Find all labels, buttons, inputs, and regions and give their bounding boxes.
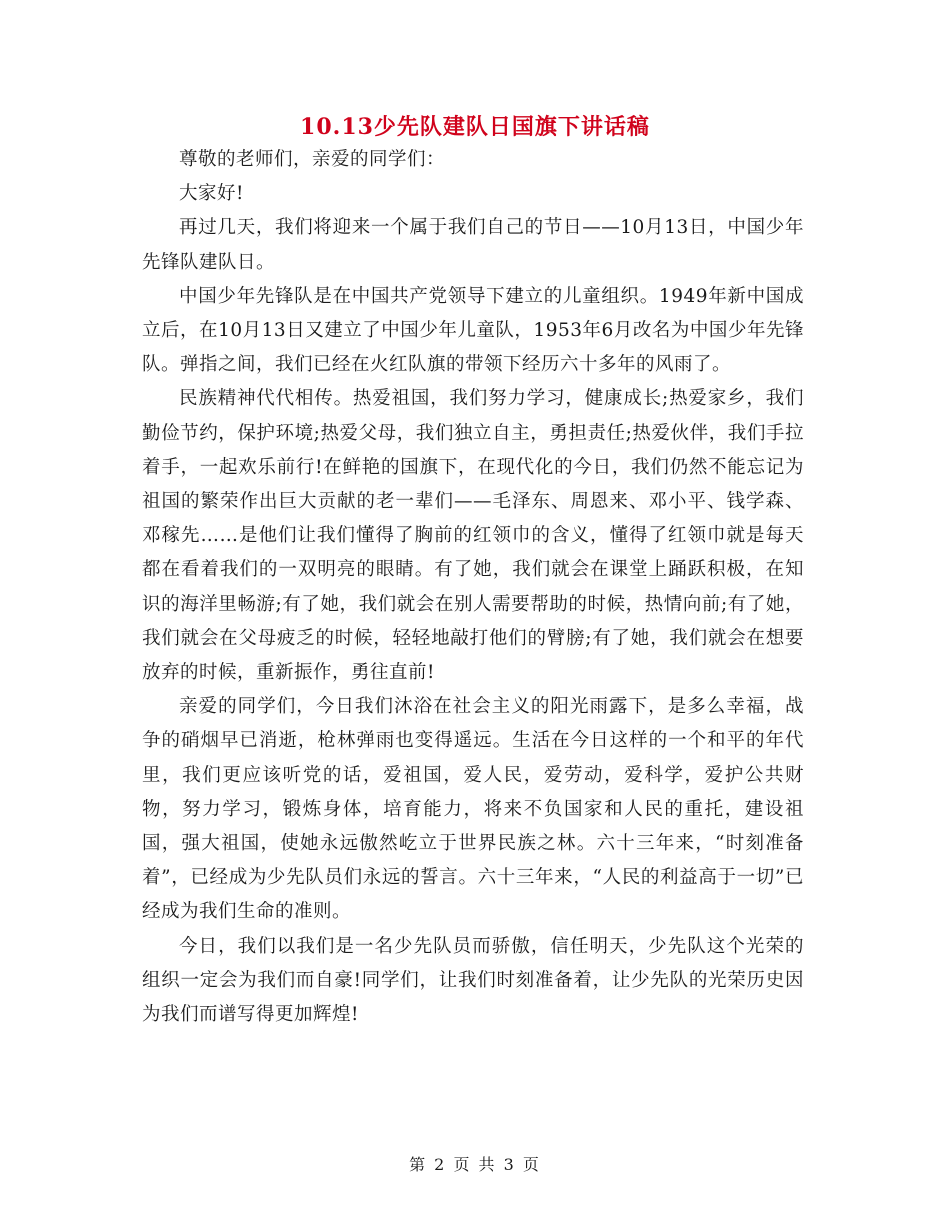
paragraph-4: 亲爱的同学们，今日我们沐浴在社会主义的阳光雨露下，是多么幸福，战争的硝烟早已消逝，枪林弹雨也变得遥远。生活在今日这样的一个和平的年代里，我们更应该听党的话，爱祖国，爱人民，爱劳动，爱科学，爱护公共财物，努力学习，锻炼身体，培育能力，将来不负国家和人民的重托，建设祖国，强大祖国，使她永远傲然屹立于世界民族之林。六十三年来，“时刻准备着”，已经成为少先队员们永远的誓言。六十三年来，“人民的利益高于一切”已经成为我们生命的准则。 bbox=[142, 696, 804, 923]
paragraph-2: 中国少年先锋队是在中国共产党领导下建立的儿童组织。1949年新中国成立后，在10月13日又建立了中国少年儿童队，1953年6月改名为中国少年先锋队。弹指之间，我们已经在火红队旗的带领下经历六十多年的风雨了。 bbox=[142, 285, 804, 376]
paragraph-salutation: 尊敬的老师们，亲爱的同学们： bbox=[179, 149, 446, 170]
page-number-footer: 第 2 页 共 3 页 bbox=[409, 1155, 541, 1174]
paragraph-1: 再过几天，我们将迎来一个属于我们自己的节日——10月13日，中国少年先锋队建队日。 bbox=[142, 217, 804, 273]
paragraph-greeting: 大家好! bbox=[179, 183, 244, 205]
document-body bbox=[142, 143, 804, 1032]
document-title: 10.13少先队建队日国旗下讲话稿 bbox=[300, 114, 650, 140]
paragraph-3: 民族精神代代相传。热爱祖国，我们努力学习，健康成长;热爱家乡，我们勤俭节约，保护环境;热爱父母，我们独立自主，勇担责任;热爱伙伴，我们手拉着手，一起欢乐前行!在鲜艳的国旗下，在现代化的今日，我们仍然不能忘记为祖国的繁荣作出巨大贡献的老一辈们——毛泽东、周恩来、邓小平、钱学森、邓稼先……是他们让我们懂得了胸前的红领巾的含义，懂得了红领巾就是每天都在看着我们的一双明亮的眼睛。有了她，我们就会在课堂上踊跃积极，在知识的海洋里畅游;有了她，我们就会在别人需要帮助的时候，热情向前;有了她，我们就会在父母疲乏的时候，轻轻地敲打他们的臂膀;有了她，我们就会在想要放弃的时候，重新振作，勇往直前! bbox=[142, 388, 804, 684]
paragraph-5: 今日，我们以我们是一名少先队员而骄傲，信任明天，少先队这个光荣的组织一定会为我们而自豪!同学们，让我们时刻准备着，让少先队的光荣历史因为我们而谱写得更加辉煌! bbox=[142, 935, 804, 1026]
